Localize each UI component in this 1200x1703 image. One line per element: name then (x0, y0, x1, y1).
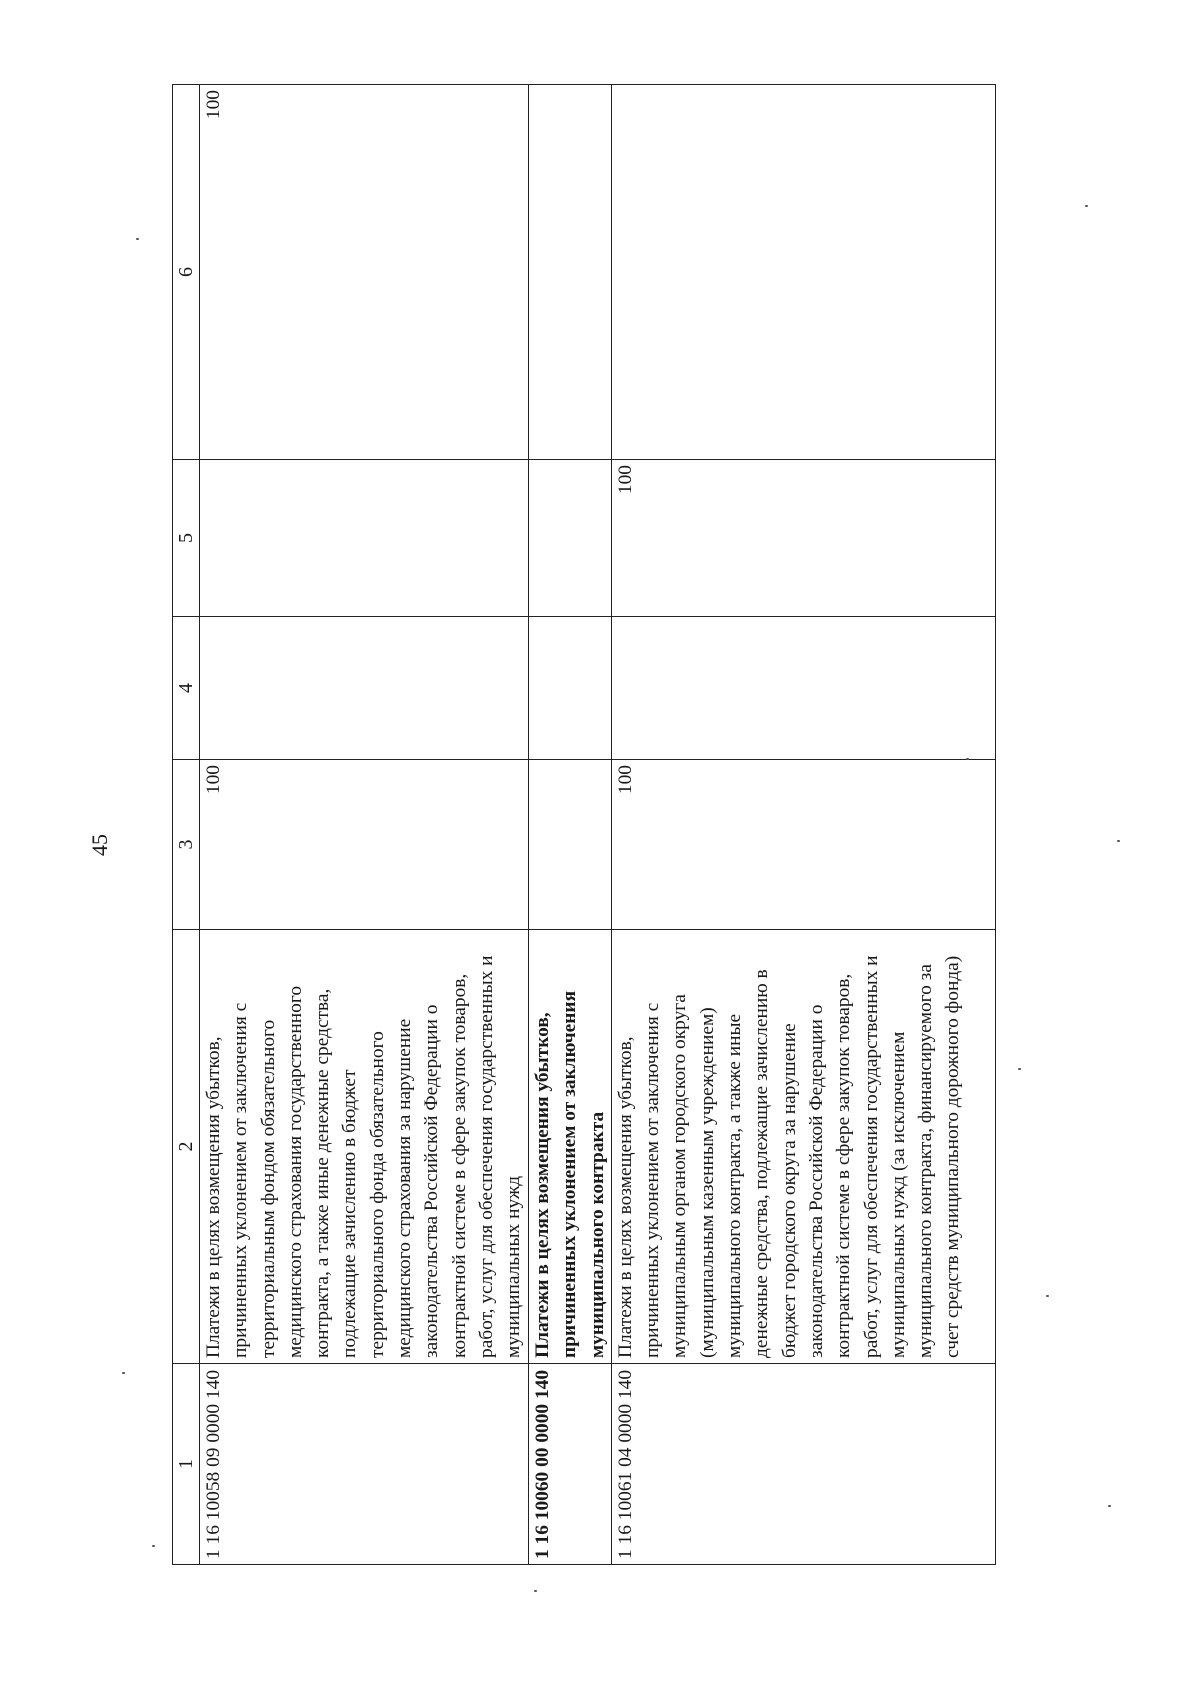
column-header: 4 (173, 617, 200, 760)
row-value-col5: 100 (611, 460, 995, 617)
column-header: 2 (173, 930, 200, 1364)
table-row (529, 85, 612, 1565)
column-header: 6 (173, 85, 200, 460)
row-description: Платежи в целях возмещения убытков, причиненных уклонением от заключения с муниципальным органом городского округа (муниципальным казенным учреждением) муниципального контракта, а также иные денежные средства, подлежащие зачислению в бюджет городского округа за нарушение законодательства Российской Федерации о контрактной системе в сфере закупок товаров, работ, услуг для обеспечения государственных и муниципальных нужд (за исключением муниципального контракта, финансируемого за счет средств муниципального дорожного фонда) (611, 930, 995, 1364)
scan-speck (1108, 1505, 1111, 1507)
rotated-page-content (172, 85, 996, 1565)
column-header: 3 (173, 760, 200, 930)
row-value-col4 (611, 617, 995, 760)
scan-speck (1117, 840, 1120, 842)
row-value-col4 (200, 617, 529, 760)
scan-speck (1046, 1295, 1049, 1297)
row-description: Платежи в целях возмещения убытков, причиненных уклонением от заключения муниципального контракта (529, 930, 612, 1364)
page-number: 45 (87, 834, 112, 856)
scan-speck (534, 1590, 537, 1592)
row-value-col4 (529, 617, 612, 760)
scan-speck (966, 758, 969, 760)
row-description: Платежи в целях возмещения убытков, причиненных уклонением от заключения с территориальным фондом обязательного медицинского страхования государственного контракта, а также иные денежные средства, подлежащие зачислению в бюджет территориального фонда обязательного медицинского страхования за нарушение законодательства Российской Федерации о контрактной системе в сфере закупок товаров, работ, услуг для обеспечения государственных и муниципальных нужд (200, 930, 529, 1364)
scan-speck (1018, 1068, 1021, 1070)
revenue-table (172, 84, 996, 1565)
row-value-col5 (200, 460, 529, 617)
row-value-col3: 100 (611, 760, 995, 930)
row-value-col3: 100 (200, 760, 529, 930)
row-value-col5 (529, 460, 612, 617)
scan-speck (1085, 205, 1088, 207)
table-row (200, 85, 529, 1565)
column-header: 5 (173, 460, 200, 617)
table-row (611, 85, 995, 1565)
row-code: 1 16 10058 09 0000 140 (200, 1364, 529, 1565)
row-code: 1 16 10061 04 0000 140 (611, 1364, 995, 1565)
scan-speck (152, 1545, 155, 1547)
scan-speck (122, 1372, 125, 1374)
row-value-col3 (529, 760, 612, 930)
row-value-col6: 100 (200, 85, 529, 460)
row-value-col6 (611, 85, 995, 460)
table-header-row (173, 85, 200, 1565)
row-code: 1 16 10060 00 0000 140 (529, 1364, 612, 1565)
row-value-col6 (529, 85, 612, 460)
scan-speck (136, 238, 139, 240)
column-header: 1 (173, 1364, 200, 1565)
